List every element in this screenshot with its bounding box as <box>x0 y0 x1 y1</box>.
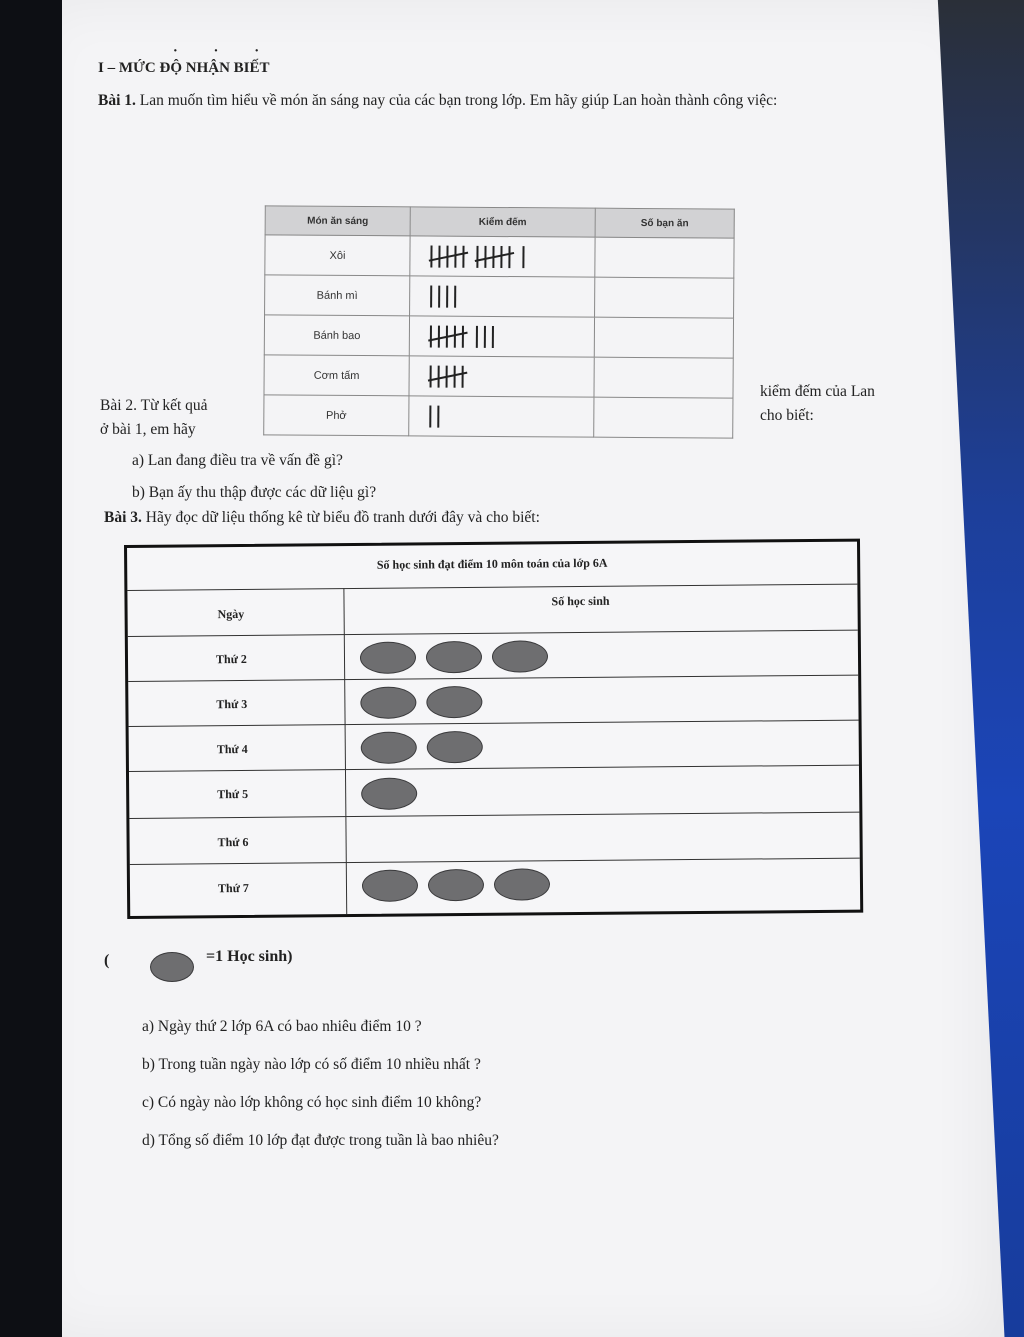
divider <box>130 858 860 865</box>
col-header-day: Ngày <box>217 606 245 622</box>
tally-marks <box>410 276 595 317</box>
food-name: Xôi <box>265 235 410 276</box>
exercise-3-question-d: d) Tổng số điểm 10 lớp đạt được trong tuần là bao nhiêu? <box>142 1132 499 1149</box>
row-label-day: Thứ 5 <box>217 786 249 802</box>
exercise-2-line2: ở bài 1, em hãy <box>100 421 196 438</box>
tally-icon <box>430 325 504 348</box>
smiley-face-icon <box>362 869 418 901</box>
tally-icon <box>429 405 449 427</box>
smiley-face-icon <box>426 640 482 672</box>
smiley-face-icon <box>360 686 416 718</box>
divider <box>129 720 859 727</box>
col-header-count: Số học sinh <box>551 593 610 609</box>
exercise-2-prompt-right <box>760 380 875 428</box>
exercise-1-prompt <box>98 90 868 112</box>
exercise-2-line3: kiểm đếm của Lan <box>760 383 875 400</box>
exercise-1-text: Lan muốn tìm hiểu về món ăn sáng nay của các bạn trong lớp. Em hãy giúp Lan hoàn thành công việc: <box>135 92 778 109</box>
exercise-3-question-b: b) Trong tuần ngày nào lớp có số điểm 10 nhiều nhất ? <box>142 1056 481 1073</box>
pictograph-table <box>124 539 863 919</box>
exercise-3-question-a: a) Ngày thứ 2 lớp 6A có bao nhiêu điểm 10 ? <box>142 1018 422 1035</box>
table-row <box>265 235 734 278</box>
header-tally: Kiểm đếm <box>410 207 595 237</box>
divider <box>129 765 859 772</box>
smiley-face-icon <box>427 730 483 762</box>
count-answer-cell[interactable] <box>595 237 734 278</box>
food-name: Cơm tấm <box>264 355 409 396</box>
food-name: Phở <box>264 395 409 436</box>
smiley-face-icon <box>428 869 484 901</box>
exercise-3-prompt <box>104 509 540 527</box>
table-row <box>265 275 734 318</box>
header-food: Món ăn sáng <box>265 206 410 236</box>
tally-marks <box>409 396 594 437</box>
divider <box>128 630 858 637</box>
pictograph-title: Số học sinh đạt điểm 10 môn toán của lớp 6A <box>376 555 608 572</box>
food-name: Bánh bao <box>264 315 409 356</box>
exercise-2-prompt-left <box>100 394 208 442</box>
row-label-day: Thứ 7 <box>217 880 249 896</box>
divider <box>127 584 857 591</box>
smiley-face-icon <box>150 952 194 982</box>
tally-marks <box>409 356 594 397</box>
smiley-face-icon <box>494 868 550 900</box>
row-label-day: Thứ 4 <box>216 741 248 757</box>
smiley-face-icon <box>361 731 417 763</box>
row-label-day: Thứ 3 <box>216 696 248 712</box>
exercise-3-text: Hãy đọc dữ liệu thống kê từ biểu đồ tranh dưới đây và cho biết: <box>141 509 540 526</box>
exercise-2-question-a: a) Lan đang điều tra về vấn đề gì? <box>132 452 343 469</box>
tally-icon <box>430 365 480 387</box>
divider <box>129 812 859 819</box>
tally-icon <box>430 245 534 268</box>
table-row <box>264 315 733 358</box>
row-label-day: Thứ 6 <box>217 834 249 850</box>
tally-marks <box>409 316 594 357</box>
exercise-2-question-b: b) Bạn ấy thu thập được các dữ liệu gì? <box>132 484 377 501</box>
header-count: Số bạn ăn <box>595 208 734 238</box>
exercise-1-label: Bài 1. <box>98 92 136 109</box>
exercise-3-label: Bài 3. <box>104 509 142 526</box>
decorative-dots: ··· <box>172 40 294 62</box>
smiley-face-icon <box>360 641 416 673</box>
smiley-face-icon <box>361 777 417 809</box>
table-row <box>264 355 733 398</box>
tally-marks <box>410 236 595 277</box>
food-name: Bánh mì <box>265 275 410 316</box>
exercise-3-question-c: c) Có ngày nào lớp không có học sinh điểm 10 không? <box>142 1094 482 1111</box>
table-header-row <box>265 206 734 238</box>
divider <box>128 675 858 682</box>
count-answer-cell[interactable] <box>594 357 733 398</box>
table-row <box>264 395 733 438</box>
section-heading: I – MỨC ĐỘ NHẬN BIẾT <box>98 60 270 76</box>
legend-paren: ( <box>104 952 110 969</box>
count-answer-cell[interactable] <box>594 317 733 358</box>
count-answer-cell[interactable] <box>594 397 733 438</box>
divider <box>343 588 347 914</box>
smiley-face-icon <box>426 685 482 717</box>
breakfast-tally-table <box>263 205 735 438</box>
exercise-2-line4: cho biết: <box>760 407 814 424</box>
tally-icon <box>430 285 466 307</box>
row-label-day: Thứ 2 <box>215 651 247 667</box>
legend-text: =1 Học sinh) <box>206 948 293 965</box>
exercise-2-line1: Bài 2. Từ kết quả <box>100 397 208 414</box>
count-answer-cell[interactable] <box>595 277 734 318</box>
smiley-face-icon <box>492 640 548 672</box>
